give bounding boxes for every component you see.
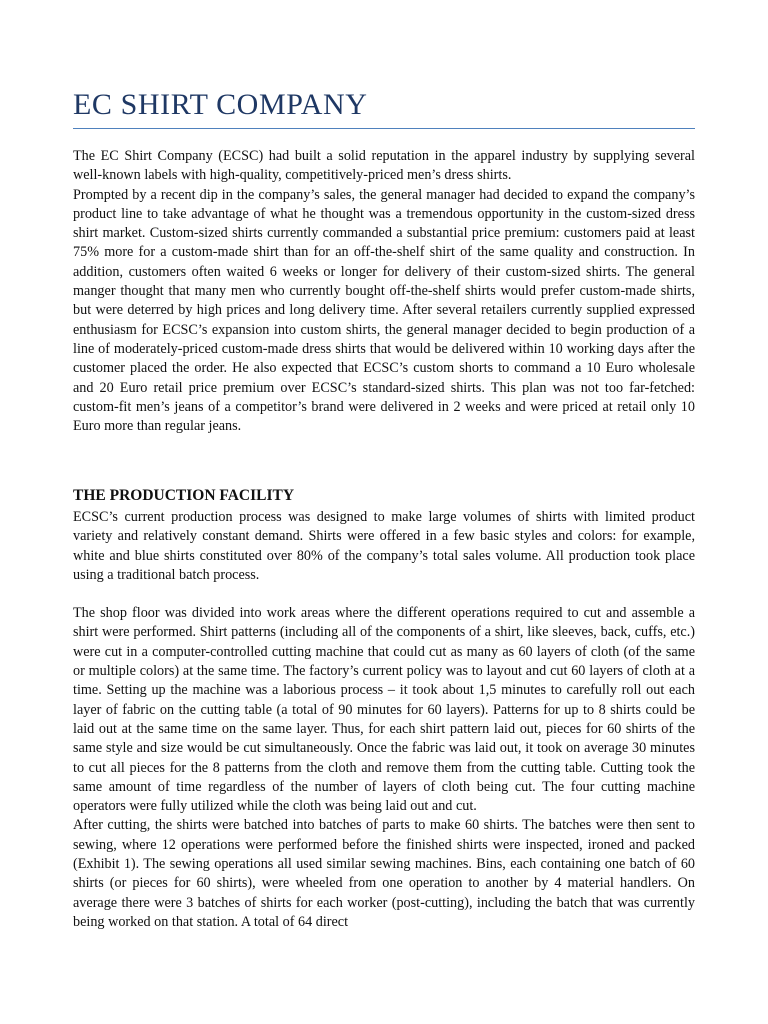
intro-section: [73, 147, 695, 436]
title-divider: [73, 128, 695, 129]
document-title: EC SHIRT COMPANY: [73, 88, 368, 121]
facility-paragraph-1: ECSC’s current production process was designed to make large volumes of shirts with limited product variety and relatively constant demand. Shirts were offered in a few basic styles and colors: for example, white and blue shirts constituted over 80% of the company’s total sales volume. All production took place using a traditional batch process.: [73, 509, 695, 583]
intro-paragraph-1: The EC Shirt Company (ECSC) had built a solid reputation in the apparel industry by supplying several well-known labels with high-quality, competitively-priced men’s dress shirts.: [73, 148, 695, 184]
facility-paragraph-3: After cutting, the shirts were batched into batches of parts to make 60 shirts. The batches were then sent to sewing, where 12 operations were performed before the finished shirts were inspected, ironed and packed (Exhibit 1). The sewing operations all used similar sewing machines. Bins, each containing one batch of 60 shirts (or pieces for 60 shirts), were wheeled from one operation to another by 4 material handlers. On average there were 3 batches of shirts for each worker (post-cutting), including the batch that was currently being worked on that station. A total of 64 direct: [73, 817, 695, 930]
intro-paragraph-2: Prompted by a recent dip in the company’s sales, the general manager had decided to expand the company’s product line to take advantage of what he thought was a tremendous opportunity in the custom-sized dress shirt market. Custom-sized shirts currently commanded a substantial price premium: customers paid at least 75% more for a custom-made shirt than for an off-the-shelf shirt of the same quality and construction. In addition, customers often waited 6 weeks or longer for delivery of their custom-sized shirts. The general manger thought that many men who currently bought off-the-shelf shirts would prefer custom-made shirts, but were deterred by high prices and long delivery time. After several retailers currently supplied expressed enthusiasm for ECSC’s expansion into custom shirts, the general manager decided to begin production of a line of moderately-priced custom-made dress shirts that would be delivered within 10 working days after the customer placed the order. He also expected that ECSC’s custom shorts to command a 10 Euro wholesale and 20 Euro retail price premium over ECSC’s standard-sized shirts. This plan was not too far-fetched: custom-fit men’s jeans of a competitor’s brand were delivered in 2 weeks and were priced at retail only 10 Euro more than regular jeans.: [73, 186, 695, 435]
facility-paragraph-2: The shop floor was divided into work areas where the different operations required to cut and assemble a shirt were performed. Shirt patterns (including all of the components of a shirt, like sleeves, back, cuffs, etc.) were cut in a computer-controlled cutting machine that could cut as many as 60 layers of cloth (of the same or multiple colors) at the same time. The factory’s current policy was to layout and cut 60 layers of cloth at a time. Setting up the machine was a laborious process – it took about 1,5 minutes to carefully roll out each layer of fabric on the cutting table (a total of 90 minutes for 60 layers). Patterns for up to 8 shirts could be laid out at the same time on the same layer. Thus, for each shirt pattern laid out, pieces for 60 shirts of the same style and size would be cut simultaneously. Once the fabric was laid out, it took on average 30 minutes to cut all pieces for the 8 patterns from the cloth and remove them from the cutting table. Cutting took the same amount of time regardless of the number of layers of cloth being cut. The four cutting machine operators were fully utilized while the cloth was being laid out and cut.: [73, 605, 695, 815]
production-facility-section: [73, 508, 695, 932]
section-heading-production-facility: THE PRODUCTION FACILITY: [73, 487, 295, 504]
